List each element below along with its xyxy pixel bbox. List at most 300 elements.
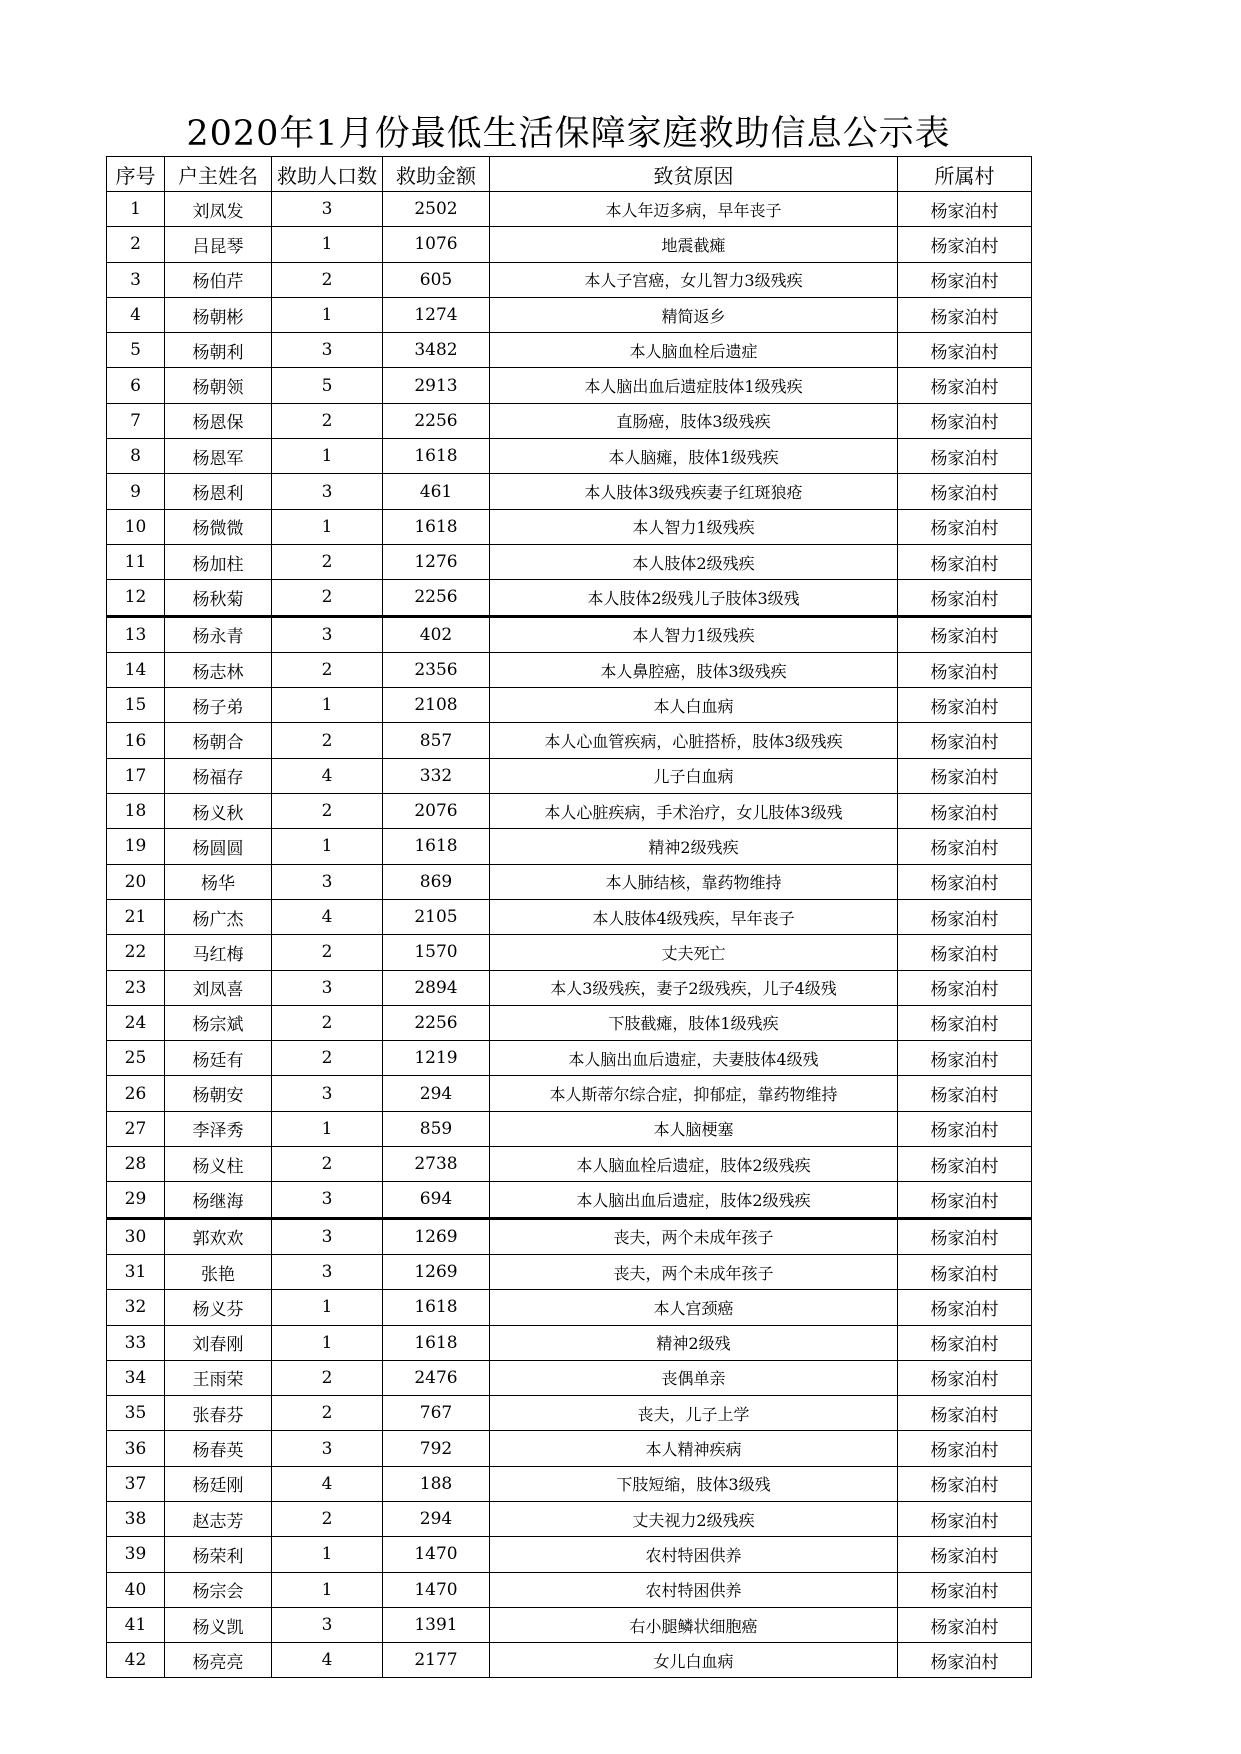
- cell-amount: 1618: [383, 1290, 490, 1325]
- cell-amount: 1618: [383, 829, 490, 864]
- cell-reason: 本人肢体2级残儿子肢体3级残: [490, 580, 898, 616]
- cell-reason: 本人肢体2级残疾: [490, 544, 898, 579]
- cell-amount: 3482: [383, 333, 490, 368]
- cell-no: 13: [107, 616, 165, 652]
- cell-amount: 332: [383, 758, 490, 793]
- cell-amount: 1391: [383, 1607, 490, 1642]
- cell-no: 9: [107, 474, 165, 509]
- table-row: [107, 544, 1032, 579]
- cell-village: 杨家泊村: [898, 829, 1032, 864]
- cell-people: 1: [272, 829, 383, 864]
- table-row: [107, 1360, 1032, 1395]
- cell-amount: 1076: [383, 227, 490, 262]
- cell-reason: 本人肢体3级残疾妻子红斑狼疮: [490, 474, 898, 509]
- cell-no: 33: [107, 1325, 165, 1360]
- cell-village: 杨家泊村: [898, 688, 1032, 723]
- cell-name: 杨宗斌: [165, 1005, 272, 1040]
- cell-people: 1: [272, 1325, 383, 1360]
- cell-people: 2: [272, 794, 383, 829]
- table-row: [107, 439, 1032, 474]
- cell-reason: 农村特困供养: [490, 1537, 898, 1572]
- cell-no: 4: [107, 297, 165, 332]
- cell-people: 4: [272, 1466, 383, 1501]
- table-row: [107, 723, 1032, 758]
- cell-amount: 1269: [383, 1254, 490, 1289]
- cell-village: 杨家泊村: [898, 1431, 1032, 1466]
- cell-village: 杨家泊村: [898, 864, 1032, 899]
- cell-reason: 本人心脏疾病，手术治疗，女儿肢体3级残: [490, 794, 898, 829]
- cell-people: 2: [272, 1005, 383, 1040]
- cell-people: 3: [272, 864, 383, 899]
- cell-no: 20: [107, 864, 165, 899]
- table-row: [107, 864, 1032, 899]
- table-row: [107, 899, 1032, 934]
- cell-reason: 本人肺结核，靠药物维持: [490, 864, 898, 899]
- cell-no: 16: [107, 723, 165, 758]
- cell-reason: 地震截瘫: [490, 227, 898, 262]
- table-row: [107, 652, 1032, 687]
- cell-people: 3: [272, 1076, 383, 1111]
- table-row: [107, 1005, 1032, 1040]
- cell-reason: 本人肢体4级残疾，早年丧子: [490, 899, 898, 934]
- cell-village: 杨家泊村: [898, 1643, 1032, 1678]
- cell-reason: 本人精神疾病: [490, 1431, 898, 1466]
- cell-people: 3: [272, 616, 383, 652]
- cell-amount: 2108: [383, 688, 490, 723]
- cell-reason: 下肢截瘫，肢体1级残疾: [490, 1005, 898, 1040]
- cell-village: 杨家泊村: [898, 544, 1032, 579]
- cell-village: 杨家泊村: [898, 935, 1032, 970]
- cell-name: 杨圆圆: [165, 829, 272, 864]
- cell-reason: 精神2级残: [490, 1325, 898, 1360]
- cell-no: 28: [107, 1147, 165, 1182]
- cell-village: 杨家泊村: [898, 1076, 1032, 1111]
- cell-amount: 792: [383, 1431, 490, 1466]
- cell-no: 27: [107, 1111, 165, 1146]
- cell-no: 37: [107, 1466, 165, 1501]
- cell-reason: 丈夫视力2级残疾: [490, 1501, 898, 1536]
- cell-reason: 本人智力1级残疾: [490, 616, 898, 652]
- cell-reason: 本人斯蒂尔综合症，抑郁症，靠药物维持: [490, 1076, 898, 1111]
- cell-village: 杨家泊村: [898, 1325, 1032, 1360]
- cell-village: 杨家泊村: [898, 297, 1032, 332]
- cell-amount: 2256: [383, 403, 490, 438]
- cell-reason: 丧夫，两个未成年孩子: [490, 1254, 898, 1289]
- cell-no: 40: [107, 1572, 165, 1607]
- table-row: [107, 1076, 1032, 1111]
- cell-amount: 294: [383, 1076, 490, 1111]
- table-row: [107, 474, 1032, 509]
- cell-amount: 461: [383, 474, 490, 509]
- cell-amount: 1274: [383, 297, 490, 332]
- cell-amount: 402: [383, 616, 490, 652]
- cell-village: 杨家泊村: [898, 1147, 1032, 1182]
- cell-reason: 本人脑血栓后遗症: [490, 333, 898, 368]
- cell-name: 杨廷刚: [165, 1466, 272, 1501]
- table-row: [107, 758, 1032, 793]
- cell-people: 2: [272, 544, 383, 579]
- cell-amount: 1570: [383, 935, 490, 970]
- cell-village: 杨家泊村: [898, 1254, 1032, 1289]
- cell-village: 杨家泊村: [898, 1466, 1032, 1501]
- cell-no: 11: [107, 544, 165, 579]
- cell-name: 杨永青: [165, 616, 272, 652]
- cell-no: 6: [107, 368, 165, 403]
- cell-reason: 右小腿鳞状细胞癌: [490, 1607, 898, 1642]
- cell-amount: 1470: [383, 1572, 490, 1607]
- cell-amount: 1618: [383, 439, 490, 474]
- cell-name: 杨朝领: [165, 368, 272, 403]
- table-row: [107, 1111, 1032, 1146]
- cell-reason: 本人3级残疾，妻子2级残疾，儿子4级残: [490, 970, 898, 1005]
- cell-name: 王雨荣: [165, 1360, 272, 1395]
- cell-name: 杨宗会: [165, 1572, 272, 1607]
- cell-reason: 本人白血病: [490, 688, 898, 723]
- cell-reason: 本人子宫癌，女儿智力3级残疾: [490, 262, 898, 297]
- cell-name: 杨义芬: [165, 1290, 272, 1325]
- cell-no: 23: [107, 970, 165, 1005]
- cell-no: 35: [107, 1396, 165, 1431]
- cell-people: 2: [272, 1147, 383, 1182]
- cell-amount: 869: [383, 864, 490, 899]
- cell-village: 杨家泊村: [898, 1111, 1032, 1146]
- cell-amount: 2256: [383, 1005, 490, 1040]
- cell-people: 3: [272, 192, 383, 227]
- cell-reason: 本人脑梗塞: [490, 1111, 898, 1146]
- cell-people: 4: [272, 899, 383, 934]
- cell-no: 14: [107, 652, 165, 687]
- cell-reason: 本人脑瘫，肢体1级残疾: [490, 439, 898, 474]
- cell-amount: 2913: [383, 368, 490, 403]
- table-row: [107, 297, 1032, 332]
- cell-amount: 1269: [383, 1218, 490, 1254]
- table-row: [107, 403, 1032, 438]
- cell-reason: 本人年迈多病，早年丧子: [490, 192, 898, 227]
- cell-name: 张春芬: [165, 1396, 272, 1431]
- cell-amount: 2076: [383, 794, 490, 829]
- header-no: 序号: [107, 157, 165, 192]
- cell-people: 2: [272, 1360, 383, 1395]
- cell-village: 杨家泊村: [898, 262, 1032, 297]
- cell-people: 2: [272, 580, 383, 616]
- cell-village: 杨家泊村: [898, 1607, 1032, 1642]
- cell-village: 杨家泊村: [898, 474, 1032, 509]
- cell-no: 41: [107, 1607, 165, 1642]
- cell-village: 杨家泊村: [898, 403, 1032, 438]
- cell-name: 杨朝彬: [165, 297, 272, 332]
- cell-amount: 2356: [383, 652, 490, 687]
- cell-village: 杨家泊村: [898, 1501, 1032, 1536]
- table-row: [107, 794, 1032, 829]
- cell-amount: 1470: [383, 1537, 490, 1572]
- table-row: [107, 1607, 1032, 1642]
- cell-people: 3: [272, 1431, 383, 1466]
- cell-village: 杨家泊村: [898, 1572, 1032, 1607]
- cell-amount: 694: [383, 1182, 490, 1218]
- cell-village: 杨家泊村: [898, 723, 1032, 758]
- cell-people: 1: [272, 688, 383, 723]
- table-row: [107, 1290, 1032, 1325]
- cell-no: 26: [107, 1076, 165, 1111]
- cell-no: 42: [107, 1643, 165, 1678]
- cell-no: 24: [107, 1005, 165, 1040]
- cell-amount: 294: [383, 1501, 490, 1536]
- cell-amount: 2894: [383, 970, 490, 1005]
- cell-no: 29: [107, 1182, 165, 1218]
- cell-amount: 857: [383, 723, 490, 758]
- cell-people: 1: [272, 1537, 383, 1572]
- cell-amount: 2105: [383, 899, 490, 934]
- cell-no: 17: [107, 758, 165, 793]
- table-row: [107, 333, 1032, 368]
- table-row: [107, 688, 1032, 723]
- cell-no: 2: [107, 227, 165, 262]
- cell-reason: 本人脑出血后遗症，夫妻肢体4级残: [490, 1041, 898, 1076]
- cell-amount: 1618: [383, 1325, 490, 1360]
- cell-name: 杨继海: [165, 1182, 272, 1218]
- cell-no: 18: [107, 794, 165, 829]
- table-row: [107, 1466, 1032, 1501]
- cell-village: 杨家泊村: [898, 616, 1032, 652]
- cell-name: 杨福存: [165, 758, 272, 793]
- cell-no: 7: [107, 403, 165, 438]
- cell-name: 杨恩保: [165, 403, 272, 438]
- table-row: [107, 580, 1032, 616]
- cell-amount: 1618: [383, 509, 490, 544]
- table-row: [107, 1537, 1032, 1572]
- cell-reason: 本人智力1级残疾: [490, 509, 898, 544]
- cell-people: 1: [272, 1111, 383, 1146]
- table-row: [107, 1501, 1032, 1536]
- cell-village: 杨家泊村: [898, 333, 1032, 368]
- cell-no: 21: [107, 899, 165, 934]
- cell-people: 1: [272, 1572, 383, 1607]
- cell-name: 刘凤发: [165, 192, 272, 227]
- table-row: [107, 1431, 1032, 1466]
- table-row: [107, 1147, 1032, 1182]
- cell-name: 杨朝利: [165, 333, 272, 368]
- cell-name: 杨荣利: [165, 1537, 272, 1572]
- page-title: 2020年1月份最低生活保障家庭救助信息公示表: [186, 114, 951, 154]
- cell-name: 杨义凯: [165, 1607, 272, 1642]
- table-row: [107, 829, 1032, 864]
- cell-name: 李泽秀: [165, 1111, 272, 1146]
- cell-people: 4: [272, 758, 383, 793]
- table-row: [107, 1041, 1032, 1076]
- cell-people: 2: [272, 652, 383, 687]
- cell-name: 杨春英: [165, 1431, 272, 1466]
- cell-people: 3: [272, 474, 383, 509]
- cell-name: 刘春刚: [165, 1325, 272, 1360]
- cell-name: 杨伯芹: [165, 262, 272, 297]
- cell-people: 2: [272, 1396, 383, 1431]
- cell-amount: 767: [383, 1396, 490, 1431]
- header-row: [107, 157, 1032, 192]
- table-row: [107, 1325, 1032, 1360]
- header-village: 所属村: [898, 157, 1032, 192]
- cell-no: 5: [107, 333, 165, 368]
- cell-village: 杨家泊村: [898, 970, 1032, 1005]
- cell-amount: 605: [383, 262, 490, 297]
- cell-no: 12: [107, 580, 165, 616]
- cell-people: 3: [272, 1182, 383, 1218]
- cell-people: 1: [272, 439, 383, 474]
- cell-people: 2: [272, 723, 383, 758]
- cell-reason: 本人宫颈癌: [490, 1290, 898, 1325]
- cell-village: 杨家泊村: [898, 192, 1032, 227]
- cell-village: 杨家泊村: [898, 227, 1032, 262]
- cell-name: 马红梅: [165, 935, 272, 970]
- cell-people: 4: [272, 1643, 383, 1678]
- table-row: [107, 935, 1032, 970]
- cell-people: 2: [272, 1501, 383, 1536]
- header-reason: 致贫原因: [490, 157, 898, 192]
- cell-reason: 本人脑出血后遗症肢体1级残疾: [490, 368, 898, 403]
- header-amount: 救助金额: [383, 157, 490, 192]
- cell-no: 3: [107, 262, 165, 297]
- cell-amount: 2476: [383, 1360, 490, 1395]
- cell-amount: 188: [383, 1466, 490, 1501]
- table-row: [107, 616, 1032, 652]
- cell-people: 2: [272, 262, 383, 297]
- cell-reason: 丈夫死亡: [490, 935, 898, 970]
- cell-no: 10: [107, 509, 165, 544]
- cell-reason: 下肢短缩，肢体3级残: [490, 1466, 898, 1501]
- cell-amount: 2502: [383, 192, 490, 227]
- cell-people: 1: [272, 1290, 383, 1325]
- cell-village: 杨家泊村: [898, 1396, 1032, 1431]
- cell-no: 19: [107, 829, 165, 864]
- cell-no: 38: [107, 1501, 165, 1536]
- cell-reason: 直肠癌，肢体3级残疾: [490, 403, 898, 438]
- cell-people: 3: [272, 1218, 383, 1254]
- cell-name: 杨广杰: [165, 899, 272, 934]
- cell-name: 赵志芳: [165, 1501, 272, 1536]
- cell-name: 杨子弟: [165, 688, 272, 723]
- cell-name: 杨亮亮: [165, 1643, 272, 1678]
- cell-reason: 本人心血管疾病，心脏搭桥，肢体3级残疾: [490, 723, 898, 758]
- table-row: [107, 262, 1032, 297]
- cell-people: 3: [272, 333, 383, 368]
- cell-village: 杨家泊村: [898, 368, 1032, 403]
- cell-people: 5: [272, 368, 383, 403]
- table-row: [107, 1572, 1032, 1607]
- table-row: [107, 192, 1032, 227]
- cell-people: 2: [272, 1041, 383, 1076]
- cell-village: 杨家泊村: [898, 652, 1032, 687]
- cell-people: 3: [272, 1254, 383, 1289]
- cell-no: 36: [107, 1431, 165, 1466]
- cell-people: 1: [272, 297, 383, 332]
- cell-name: 郭欢欢: [165, 1218, 272, 1254]
- cell-village: 杨家泊村: [898, 758, 1032, 793]
- cell-village: 杨家泊村: [898, 899, 1032, 934]
- cell-amount: 2177: [383, 1643, 490, 1678]
- cell-no: 31: [107, 1254, 165, 1289]
- cell-amount: 859: [383, 1111, 490, 1146]
- cell-village: 杨家泊村: [898, 509, 1032, 544]
- cell-village: 杨家泊村: [898, 1041, 1032, 1076]
- cell-reason: 女儿白血病: [490, 1643, 898, 1678]
- cell-people: 3: [272, 970, 383, 1005]
- cell-reason: 丧夫，两个未成年孩子: [490, 1218, 898, 1254]
- cell-amount: 2256: [383, 580, 490, 616]
- cell-reason: 本人鼻腔癌，肢体3级残疾: [490, 652, 898, 687]
- cell-no: 1: [107, 192, 165, 227]
- cell-village: 杨家泊村: [898, 1290, 1032, 1325]
- cell-name: 杨朝合: [165, 723, 272, 758]
- cell-village: 杨家泊村: [898, 1005, 1032, 1040]
- cell-reason: 本人脑出血后遗症，肢体2级残疾: [490, 1182, 898, 1218]
- cell-village: 杨家泊村: [898, 794, 1032, 829]
- cell-village: 杨家泊村: [898, 1360, 1032, 1395]
- cell-name: 杨恩军: [165, 439, 272, 474]
- cell-reason: 农村特困供养: [490, 1572, 898, 1607]
- cell-no: 25: [107, 1041, 165, 1076]
- table-row: [107, 1254, 1032, 1289]
- cell-people: 3: [272, 1607, 383, 1642]
- cell-no: 34: [107, 1360, 165, 1395]
- cell-no: 22: [107, 935, 165, 970]
- cell-name: 吕昆琴: [165, 227, 272, 262]
- cell-no: 8: [107, 439, 165, 474]
- cell-reason: 丧偶单亲: [490, 1360, 898, 1395]
- table-row: [107, 1643, 1032, 1678]
- table-row: [107, 1396, 1032, 1431]
- cell-village: 杨家泊村: [898, 580, 1032, 616]
- cell-reason: 精简返乡: [490, 297, 898, 332]
- cell-name: 杨恩利: [165, 474, 272, 509]
- cell-reason: 丧夫，儿子上学: [490, 1396, 898, 1431]
- cell-amount: 2738: [383, 1147, 490, 1182]
- cell-name: 杨廷有: [165, 1041, 272, 1076]
- cell-reason: 儿子白血病: [490, 758, 898, 793]
- cell-village: 杨家泊村: [898, 439, 1032, 474]
- cell-reason: 本人脑血栓后遗症，肢体2级残疾: [490, 1147, 898, 1182]
- header-name: 户主姓名: [165, 157, 272, 192]
- cell-no: 39: [107, 1537, 165, 1572]
- cell-village: 杨家泊村: [898, 1537, 1032, 1572]
- cell-no: 15: [107, 688, 165, 723]
- cell-no: 30: [107, 1218, 165, 1254]
- table-row: [107, 1218, 1032, 1254]
- table-row: [107, 1182, 1032, 1218]
- cell-amount: 1276: [383, 544, 490, 579]
- header-people: 救助人口数: [272, 157, 383, 192]
- table-row: [107, 970, 1032, 1005]
- cell-people: 1: [272, 227, 383, 262]
- cell-people: 2: [272, 935, 383, 970]
- cell-name: 杨志林: [165, 652, 272, 687]
- table-row: [107, 509, 1032, 544]
- cell-name: 刘凤喜: [165, 970, 272, 1005]
- cell-name: 杨华: [165, 864, 272, 899]
- cell-reason: 精神2级残疾: [490, 829, 898, 864]
- table-row: [107, 368, 1032, 403]
- cell-amount: 1219: [383, 1041, 490, 1076]
- cell-name: 杨微微: [165, 509, 272, 544]
- cell-village: 杨家泊村: [898, 1218, 1032, 1254]
- cell-no: 32: [107, 1290, 165, 1325]
- cell-name: 张艳: [165, 1254, 272, 1289]
- cell-people: 1: [272, 509, 383, 544]
- cell-name: 杨朝安: [165, 1076, 272, 1111]
- cell-name: 杨秋菊: [165, 580, 272, 616]
- relief-table: [106, 156, 1032, 1678]
- cell-name: 杨义秋: [165, 794, 272, 829]
- cell-name: 杨义柱: [165, 1147, 272, 1182]
- cell-name: 杨加柱: [165, 544, 272, 579]
